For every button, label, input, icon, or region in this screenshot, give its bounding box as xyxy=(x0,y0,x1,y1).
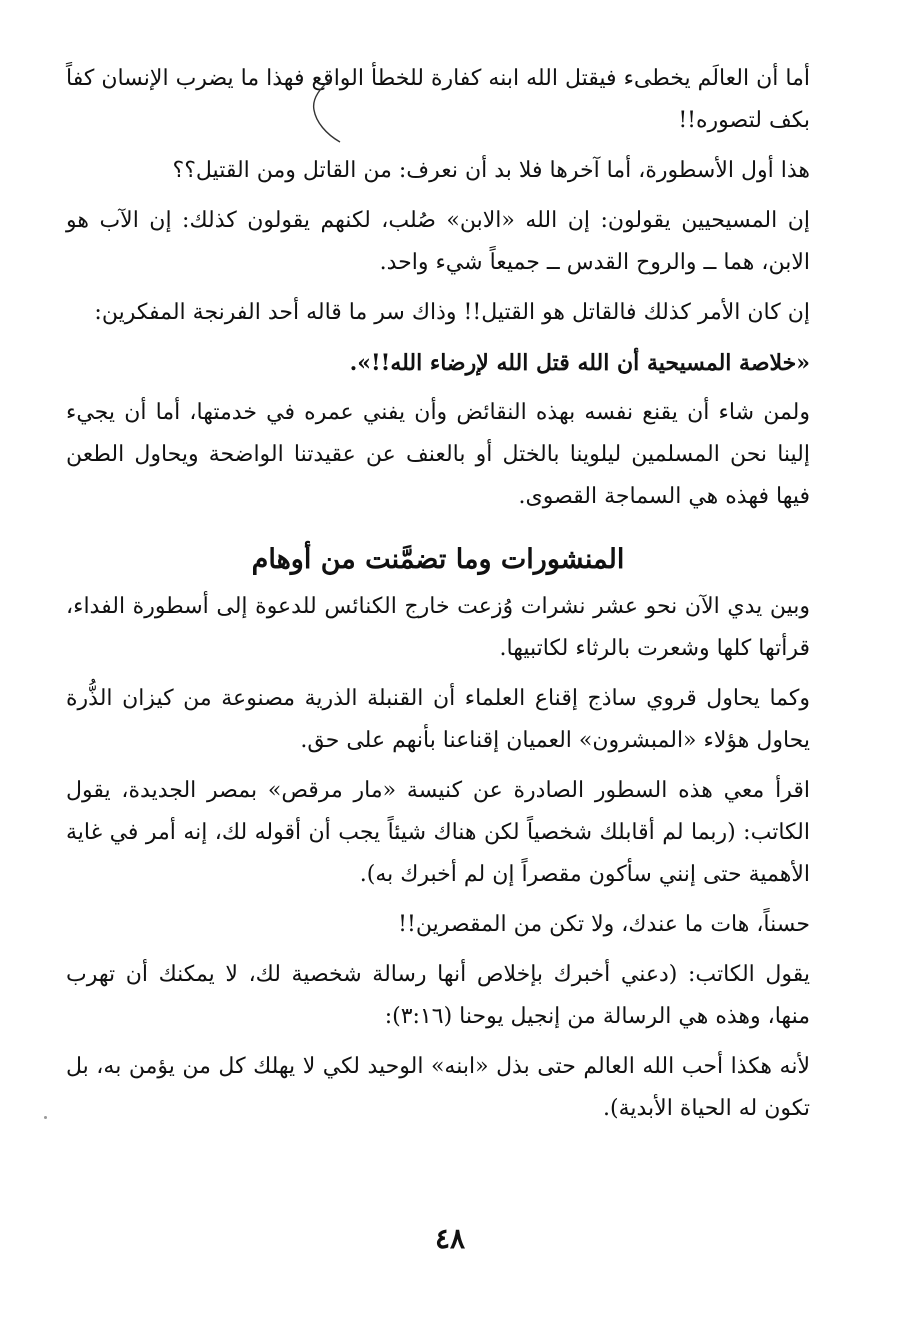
page-speck xyxy=(44,1116,47,1119)
paragraph-12: لأنه هكذا أحب الله العالم حتى بذل «ابنه» الوحيد لكي لا يهلك كل من يؤمن به، بل تكون له الحياة الأبدية). xyxy=(66,1054,810,1121)
paragraph-6: ولمن شاء أن يقنع نفسه بهذه النقائض وأن يفني عمره في خدمتها، أما أن يجيء إلينا نحن المسلمين ليلوينا بالختل أو بالعنف عن عقيدتنا الواضحة ويحاول الطعن فيها فهذه هي السماجة القصوى. xyxy=(66,400,810,509)
paragraph-11: يقول الكاتب: (دعني أخبرك بإخلاص أنها رسالة شخصية لك، لا يمكنك أن تهرب منها، وهذه هي الرسالة من إنجيل يوحنا (٣:١٦): xyxy=(66,962,810,1029)
paragraph-1: أما أن العالَم يخطىء فيقتل الله ابنه كفارة للخطأ الواقع فهذا ما يضرب الإنسان كفاً بكف لتصوره!! xyxy=(66,66,810,133)
paragraph-4: إن كان الأمر كذلك فالقاتل هو القتيل!! وذاك سر ما قاله أحد الفرنجة المفكرين: xyxy=(94,300,810,325)
handwritten-bracket-mark xyxy=(300,76,346,146)
paragraph-10: حسناً، هات ما عندك، ولا تكن من المقصرين!! xyxy=(398,912,810,937)
quote-paragraph: «خلاصة المسيحية أن الله قتل الله لإرضاء الله!!». xyxy=(349,350,810,376)
page-number: ٤٨ xyxy=(434,1222,466,1255)
paragraph-9: اقرأ معي هذه السطور الصادرة عن كنيسة «مار مرقص» بمصر الجديدة، يقول الكاتب: (ربما لم أقابلك شخصياً لكن هناك شيئاً يجب أن أقوله لك، إنه أمر في غاية الأهمية حتى إنني سأكون مقصراً إن لم أخبرك به). xyxy=(66,778,810,887)
body-text xyxy=(66,58,810,1130)
paragraph-7: وبين يدي الآن نحو عشر نشرات وُزعت خارج الكنائس للدعوة إلى أسطورة الفداء، قرأتها كلها وشعرت بالرثاء لكاتبيها. xyxy=(66,594,810,661)
paragraph-2: هذا أول الأسطورة، أما آخرها فلا بد أن نعرف: من القاتل ومن القتيل؟؟ xyxy=(172,158,810,183)
section-heading: المنشورات وما تضمَّنت من أوهام xyxy=(251,544,625,575)
paragraph-8: وكما يحاول قروي ساذج إقناع العلماء أن القنبلة الذرية مصنوعة من كيزان الذُّرة يحاول هؤلاء «المبشرون» العميان إقناعنا بأنهم على حق. xyxy=(66,686,810,753)
paragraph-3: إن المسيحيين يقولون: إن الله «الابن» صُلب، لكنهم يقولون كذلك: إن الآب هو الابن، هما ــ والروح القدس ــ جميعاً شيء واحد. xyxy=(66,208,810,275)
